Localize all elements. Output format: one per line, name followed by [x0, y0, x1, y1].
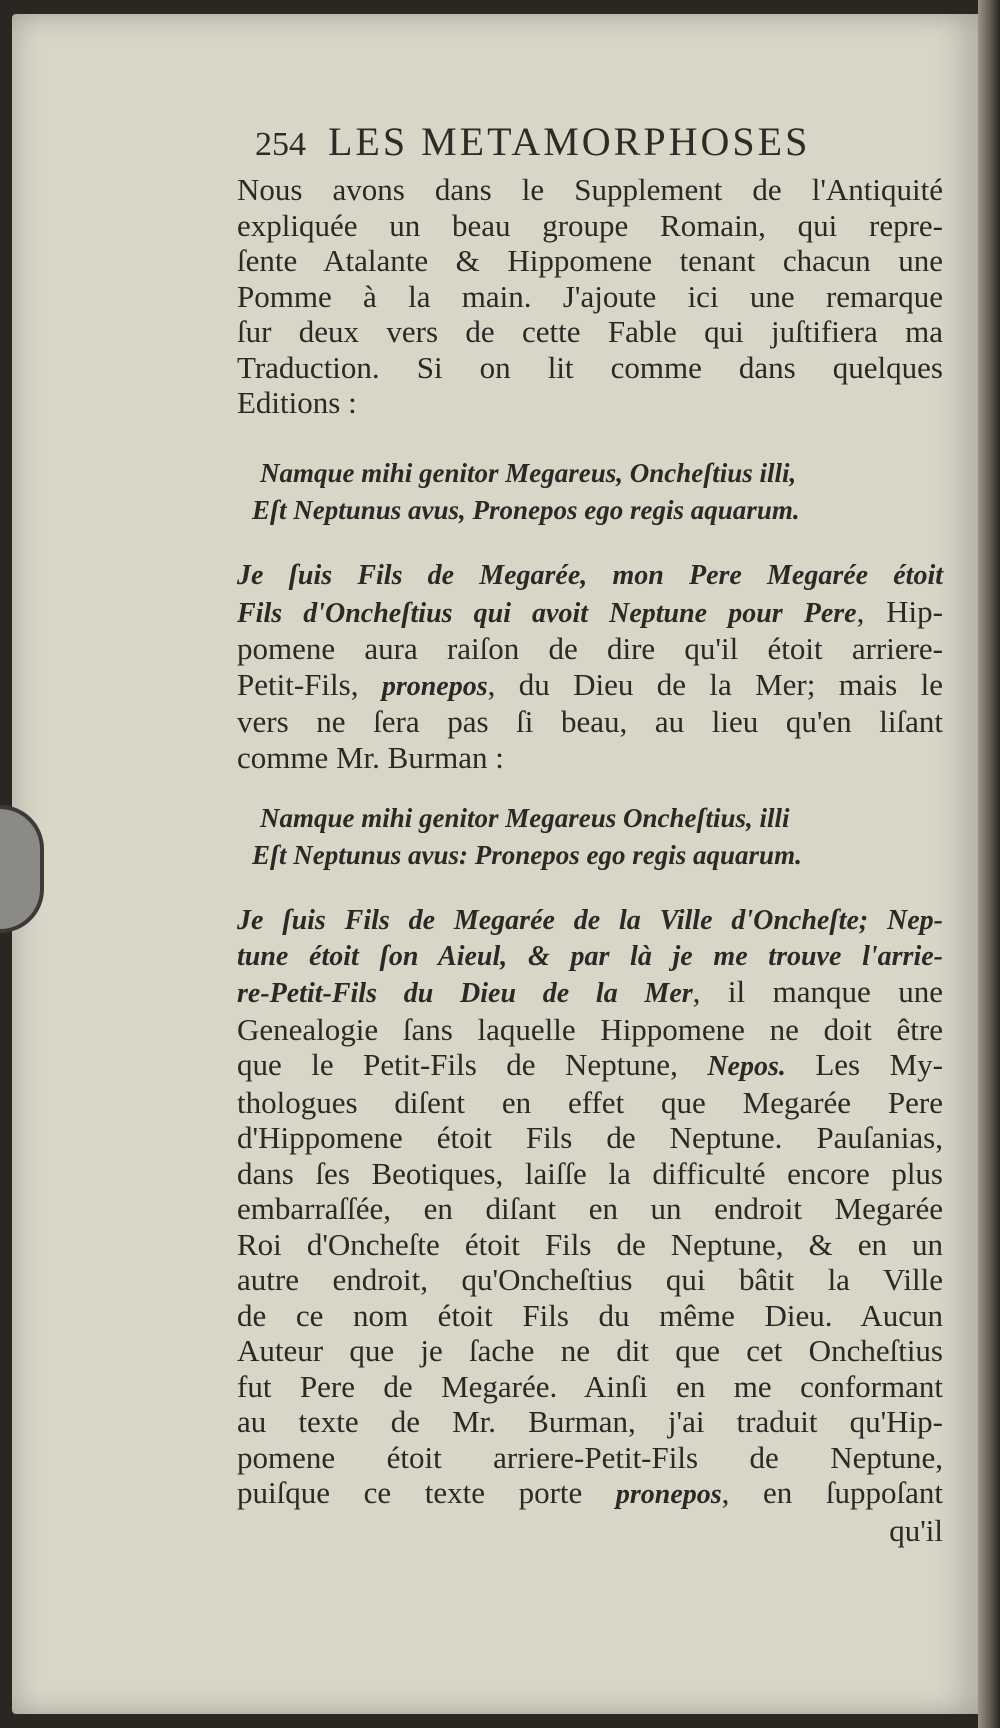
- text-line: Je ſuis Fils de Megarée de la Ville d'Oncheſte; Nep-: [237, 905, 943, 936]
- text-line: Roi d'Oncheſte étoit Fils de Neptune, & en un: [237, 1226, 943, 1262]
- paragraph-3: [237, 903, 943, 1548]
- text-line: d'Hippomene étoit Fils de Neptune. Pauſanias,: [237, 1120, 943, 1155]
- text-line: Pomme à la main. J'ajoute ici une remarque: [237, 278, 943, 314]
- italic-span: pronepos: [381, 670, 488, 702]
- text-line: embarraſſée, en diſant en un endroit Megarée: [237, 1191, 943, 1226]
- paragraph-1: [237, 172, 943, 421]
- italic-span: Nepos.: [707, 1051, 786, 1082]
- verse-line: Namque mihi genitor Megareus Oncheſtius, illi: [260, 803, 790, 833]
- text-line: pomene aura raiſon de dire qu'il étoit arriere-: [237, 631, 943, 666]
- text-line: tune étoit ſon Aieul, & par là je me trouve l'arrie-: [237, 940, 943, 972]
- italic-span: pronepos: [615, 1479, 722, 1510]
- text-line: dans ſes Beotiques, laiſſe la difficulté encore plus: [237, 1155, 943, 1191]
- italic-span: re-Petit-Fils du Dieu de la Mer: [237, 978, 693, 1009]
- text-line: [237, 594, 943, 632]
- text-line: comme Mr. Burman :: [237, 739, 504, 775]
- verse-line: Eſt Neptunus avus, Pronepos ego regis aquarum.: [252, 495, 800, 525]
- text-span: que le Petit-Fils de Neptune,: [237, 1047, 708, 1082]
- italic-span: Fils d'Oncheſtius qui avoit Neptune pour Pere: [237, 597, 857, 629]
- text-line: Genealogie ſans laquelle Hippomene ne doit être: [237, 1011, 943, 1047]
- page-number: 254: [255, 126, 306, 163]
- text-line: Traduction. Si on lit comme dans quelques: [237, 349, 943, 385]
- text-span: puiſque ce texte porte: [237, 1475, 616, 1510]
- text-line: au texte de Mr. Burman, j'ai traduit qu'Hip-: [237, 1404, 943, 1439]
- text-line: [237, 974, 943, 1012]
- text-line: thologues diſent en effet que Megarée Pere: [237, 1084, 943, 1120]
- verse-quote-1: [252, 455, 932, 529]
- text-line: Auteur que je ſache ne dit que cet Oncheſtius: [237, 1333, 943, 1368]
- verse-quote-2: [252, 800, 932, 874]
- text-line: vers ne ſera pas ſi beau, au lieu qu'en liſant: [237, 704, 943, 739]
- text-line: de ce nom étoit Fils du même Dieu. Aucun: [237, 1297, 943, 1333]
- paragraph-2: [237, 558, 943, 775]
- text-line: [237, 1475, 943, 1513]
- catchword: qu'il: [889, 1512, 943, 1548]
- text-line: Editions :: [237, 385, 357, 420]
- verse-line: Eſt Neptunus avus: Pronepos ego regis aquarum.: [252, 840, 802, 870]
- text-span: , du Dieu de la Mer; mais le: [487, 666, 943, 702]
- text-line: autre endroit, qu'Oncheſtius qui bâtit la Ville: [237, 1262, 943, 1297]
- text-line: pomene étoit arriere-Petit-Fils de Neptune,: [237, 1439, 943, 1475]
- text-line: [237, 667, 943, 705]
- text-line: Nous avons dans le Supplement de l'Antiquité: [237, 172, 943, 207]
- verse-line: Namque mihi genitor Megareus, Oncheſtius illi,: [260, 458, 797, 488]
- text-span: Les My-: [785, 1047, 943, 1082]
- text-line: ſente Atalante & Hippomene tenant chacun une: [237, 243, 943, 278]
- text-line: [237, 1047, 943, 1085]
- text-line: fut Pere de Megarée. Ainſi en me conformant: [237, 1368, 943, 1404]
- running-title: LES METAMORPHOSES: [328, 119, 811, 164]
- page-edge: [978, 0, 1000, 1728]
- text-line: Je ſuis Fils de Megarée, mon Pere Megarée étoit: [237, 560, 943, 591]
- text-span: , Hip-: [856, 593, 943, 629]
- text-span: , en ſuppoſant: [721, 1475, 943, 1510]
- text-span: Petit-Fils,: [237, 666, 382, 702]
- text-line: ſur deux vers de cette Fable qui juſtifiera ma: [237, 314, 943, 349]
- text-line: expliquée un beau groupe Romain, qui repre-: [237, 207, 943, 243]
- running-header: [255, 118, 895, 165]
- text-span: , il manque une: [692, 974, 943, 1009]
